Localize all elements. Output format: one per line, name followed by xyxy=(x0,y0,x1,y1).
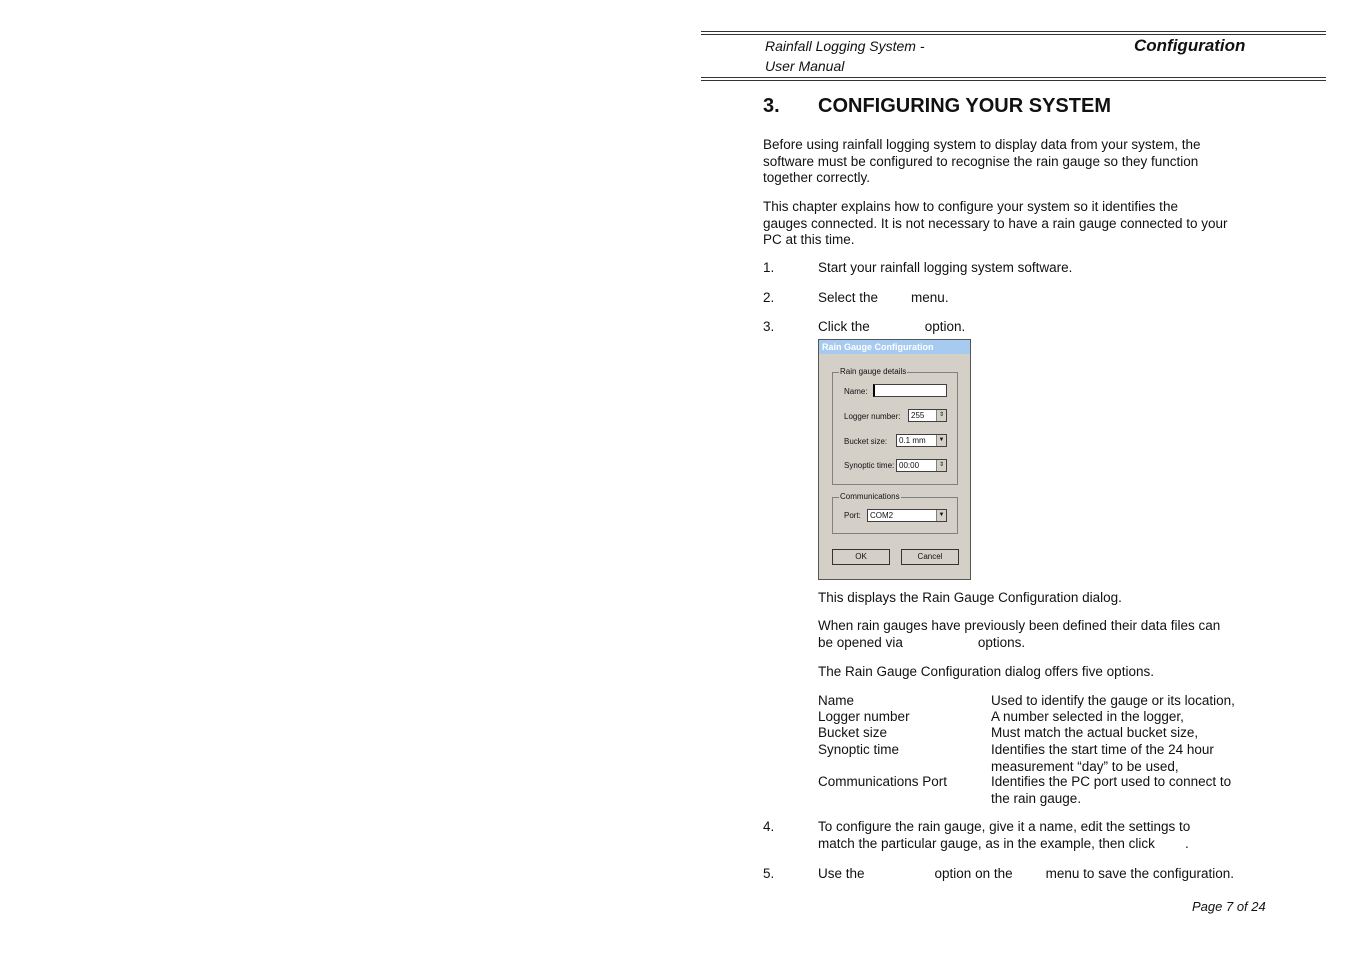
page-number: Page 7 of 24 xyxy=(1192,899,1266,914)
option-description xyxy=(991,774,1231,807)
text-line: gauges connected. It is not necessary to have a rain gauge connected to your xyxy=(763,215,1228,231)
group-label: Rain gauge details xyxy=(840,367,907,376)
section-title: Configuration xyxy=(1134,36,1246,55)
header-rule-top xyxy=(701,31,1326,32)
synoptic-time-value: 00:00 xyxy=(899,461,920,470)
option-description: A number selected in the logger, xyxy=(991,709,1184,724)
option-term: Bucket size xyxy=(818,725,888,740)
name-field[interactable] xyxy=(873,384,947,397)
option-term: Synoptic time xyxy=(818,742,900,757)
dialog-title-bar: Rain Gauge Configuration xyxy=(819,340,970,354)
intro-paragraph-2 xyxy=(763,199,1228,249)
intro-paragraph-1 xyxy=(763,137,1200,187)
chapter-title: CONFIGURING YOUR SYSTEM xyxy=(818,95,1111,117)
text-line xyxy=(818,635,1220,652)
step-5-middle: option on the xyxy=(934,866,1013,881)
chevron-down-icon[interactable]: ▼ xyxy=(936,435,946,446)
bucket-size-select[interactable] xyxy=(896,434,947,447)
option-term: Communications Port xyxy=(818,774,948,789)
header-rule-bottom xyxy=(701,77,1326,78)
text-line: When rain gauges have previously been defined their data files can xyxy=(818,618,1221,633)
dialog-description: This displays the Rain Gauge Configuration dialog. xyxy=(818,590,1122,605)
document-title-line1: Rainfall Logging System - xyxy=(765,38,925,54)
five-options-intro: The Rain Gauge Configuration dialog offers five options. xyxy=(818,664,1154,679)
cancel-button[interactable]: Cancel xyxy=(901,549,959,565)
step-4-line2: match the particular gauge, as in the example, then click xyxy=(818,835,1155,851)
step-4-number: 4. xyxy=(763,819,775,834)
text-line: measurement “day” to be used, xyxy=(991,758,1179,774)
name-label: Name: xyxy=(844,387,868,396)
synoptic-time-field[interactable] xyxy=(896,459,947,472)
text-line: Before using rainfall logging system to display data from your system, the xyxy=(763,137,1201,152)
option-term: Logger number xyxy=(818,709,910,724)
text-line: To configure the rain gauge, give it a name, edit the settings to xyxy=(818,819,1191,834)
text-line: together correctly. xyxy=(763,170,871,185)
port-select[interactable] xyxy=(867,509,947,522)
document-title xyxy=(765,36,925,76)
step-2-text xyxy=(818,290,949,307)
text-line: Identifies the start time of the 24 hour xyxy=(991,742,1214,757)
header-rule-bottom-2 xyxy=(701,80,1326,81)
logger-number-label: Logger number: xyxy=(844,412,901,421)
option-description: Used to identify the gauge or its location, xyxy=(991,693,1235,708)
text-after: options. xyxy=(977,634,1026,650)
synoptic-time-label: Synoptic time: xyxy=(844,461,895,470)
port-label: Port: xyxy=(844,511,861,520)
step-3-number: 3. xyxy=(763,319,775,334)
chevron-down-icon[interactable]: ▼ xyxy=(936,510,946,521)
step-5-text xyxy=(818,866,1234,883)
option-term: Name xyxy=(818,693,855,708)
previously-defined-paragraph xyxy=(818,618,1220,651)
text-line: Identifies the PC port used to connect to xyxy=(991,774,1232,789)
step-5-after: menu to save the configuration. xyxy=(1045,866,1234,881)
step-4-text xyxy=(818,819,1190,852)
step-3-text xyxy=(818,319,965,336)
step-2-after: menu. xyxy=(911,290,949,305)
step-2-before: Select the xyxy=(818,290,879,305)
document-title-line2: User Manual xyxy=(765,58,845,74)
step-1-number: 1. xyxy=(763,260,775,275)
step-5-before: Use the xyxy=(818,866,865,881)
chapter-number: 3. xyxy=(763,95,780,117)
group-label: Communications xyxy=(840,492,900,501)
option-description: Must match the actual bucket size, xyxy=(991,725,1199,740)
step-5-number: 5. xyxy=(763,866,775,881)
text-line: PC at this time. xyxy=(763,232,855,247)
step-1-text: Start your rainfall logging system software. xyxy=(818,260,1073,275)
option-description xyxy=(991,742,1214,775)
bucket-size-label: Bucket size: xyxy=(844,437,888,446)
text-before: be opened via xyxy=(818,634,903,650)
bucket-size-value: 0.1 mm xyxy=(899,436,926,445)
spinner-icon[interactable]: ⇕ xyxy=(936,410,946,421)
text-line: software must be configured to recognise the rain gauge so they function xyxy=(763,153,1199,169)
ok-button[interactable]: OK xyxy=(832,549,890,565)
text-line: the rain gauge. xyxy=(991,790,1082,806)
port-value: COM2 xyxy=(870,511,894,520)
logger-number-field[interactable] xyxy=(908,409,947,422)
spinner-icon[interactable]: ⇕ xyxy=(936,460,946,471)
rain-gauge-config-dialog xyxy=(818,339,971,580)
text-line: This chapter explains how to configure your system so it identifies the xyxy=(763,199,1178,214)
step-4-end: . xyxy=(1184,835,1189,851)
logger-number-value: 255 xyxy=(911,411,925,420)
step-3-before: Click the xyxy=(818,319,870,334)
step-3-after: option. xyxy=(924,319,966,334)
step-2-number: 2. xyxy=(763,290,775,305)
text-line xyxy=(818,836,1190,853)
header-rule-top-2 xyxy=(701,34,1326,35)
